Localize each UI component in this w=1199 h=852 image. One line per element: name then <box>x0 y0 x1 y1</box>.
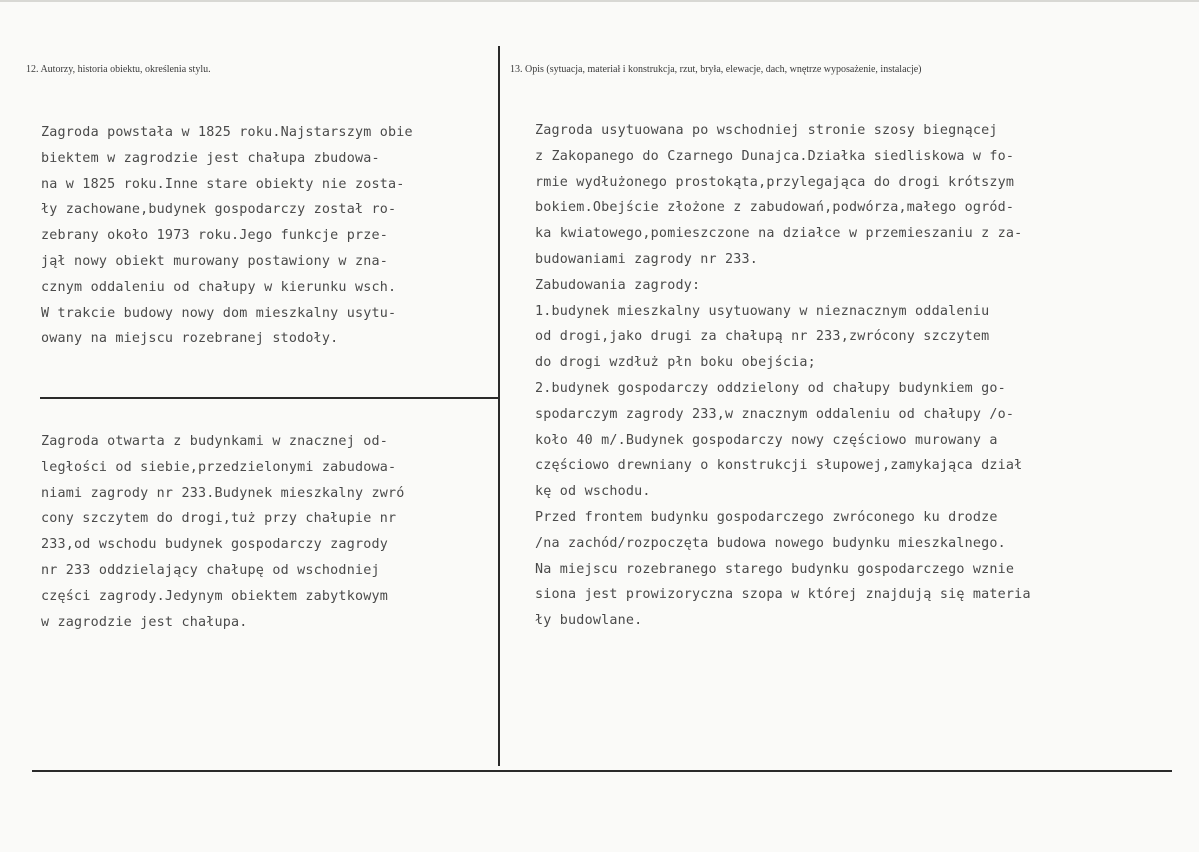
text-line: od drogi,jako drugi za chałupą nr 233,zwrócony szczytem <box>535 329 990 345</box>
section-12-history-text <box>41 120 413 352</box>
text-line: biektem w zagrodzie jest chałupa zbudowa- <box>41 150 380 166</box>
text-line: spodarczym zagrody 233,w znacznym oddaleniu od chałupy /o- <box>535 406 1015 422</box>
text-line: owany na miejscu rozebranej stodoły. <box>41 331 339 347</box>
text-line: W trakcie budowy nowy dom mieszkalny usytu- <box>41 305 397 321</box>
text-line: Zagroda otwarta z budynkami w znacznej od- <box>41 434 388 449</box>
text-line: Przed frontem budynku gospodarczego zwróconego ku drodze <box>535 509 998 525</box>
text-line: ległości od siebie,przedzielonymi zabudowa- <box>41 459 397 475</box>
text-line: cznym oddaleniu od chałupy w kierunku wsch. <box>41 279 397 295</box>
text-line: 233,od wschodu budynek gospodarczy zagrody <box>41 537 388 553</box>
text-line: częściowo drewniany o konstrukcji słupowej,zamykająca dział <box>535 458 1023 474</box>
text-line: 1.budynek mieszkalny usytuowany w nieznacznym oddaleniu <box>535 303 990 319</box>
text-line: niami zagrody nr 233.Budynek mieszkalny zwró <box>41 485 405 501</box>
text-line: jął nowy obiekt murowany postawiony w zna- <box>41 253 388 269</box>
text-line: w zagrodzie jest chałupa. <box>41 614 248 630</box>
text-line: Zagroda usytuowana po wschodniej stronie szosy biegnącej <box>535 123 998 138</box>
text-line: 2.budynek gospodarczy oddzielony od chałupy budynkiem go- <box>535 380 1006 396</box>
text-line: kę od wschodu. <box>535 484 651 500</box>
text-line: /na zachód/rozpoczęta budowa nowego budynku mieszkalnego. <box>535 535 1006 551</box>
section-12-heading: 12. Autorzy, historia obiektu, określenia stylu. <box>26 64 211 75</box>
section-13-description-text <box>535 118 1031 634</box>
text-line: na w 1825 roku.Inne stare obiekty nie zosta- <box>41 176 405 192</box>
section-13-heading: 13. Opis (sytuacja, materiał i konstrukcja, rzut, bryła, elewacje, dach, wnętrze wyposażenie, instalacje) <box>510 64 922 75</box>
text-line: siona jest prowizoryczna szopa w której znajdują się materia <box>535 587 1031 603</box>
text-line: budowaniami zagrody nr 233. <box>535 251 759 267</box>
text-line: Zabudowania zagrody: <box>535 277 701 293</box>
column-divider <box>498 46 500 766</box>
text-line: do drogi wzdłuż płn boku obejścia; <box>535 355 816 371</box>
text-line: Zagroda powstała w 1825 roku.Najstarszym obie <box>41 125 413 140</box>
text-line: ły zachowane,budynek gospodarczy został ro- <box>41 202 397 218</box>
bottom-rule <box>32 770 1172 772</box>
text-line: nr 233 oddzielający chałupę od wschodniej <box>41 562 380 578</box>
text-line: części zagrody.Jedynym obiektem zabytkowym <box>41 588 388 604</box>
section-12-layout-text <box>41 429 405 635</box>
text-line: Na miejscu rozebranego starego budynku gospodarczego wznie <box>535 561 1015 577</box>
text-line: rmie wydłużonego prostokąta,przylegająca do drogi krótszym <box>535 174 1015 190</box>
text-line: ły budowlane. <box>535 613 643 629</box>
text-line: ka kwiatowego,pomieszczone na działce w przemieszaniu z za- <box>535 226 1023 242</box>
text-line: zebrany około 1973 roku.Jego funkcje prze- <box>41 228 388 244</box>
text-line: z Zakopanego do Czarnego Dunajca.Działka siedliskowa w fo- <box>535 148 1015 164</box>
text-line: koło 40 m/.Budynek gospodarczy nowy częściowo murowany a <box>535 432 998 448</box>
left-section-divider <box>40 397 500 399</box>
text-line: bokiem.Obejście złożone z zabudowań,podwórza,małego ogród- <box>535 200 1015 216</box>
text-line: cony szczytem do drogi,tuż przy chałupie nr <box>41 511 397 527</box>
